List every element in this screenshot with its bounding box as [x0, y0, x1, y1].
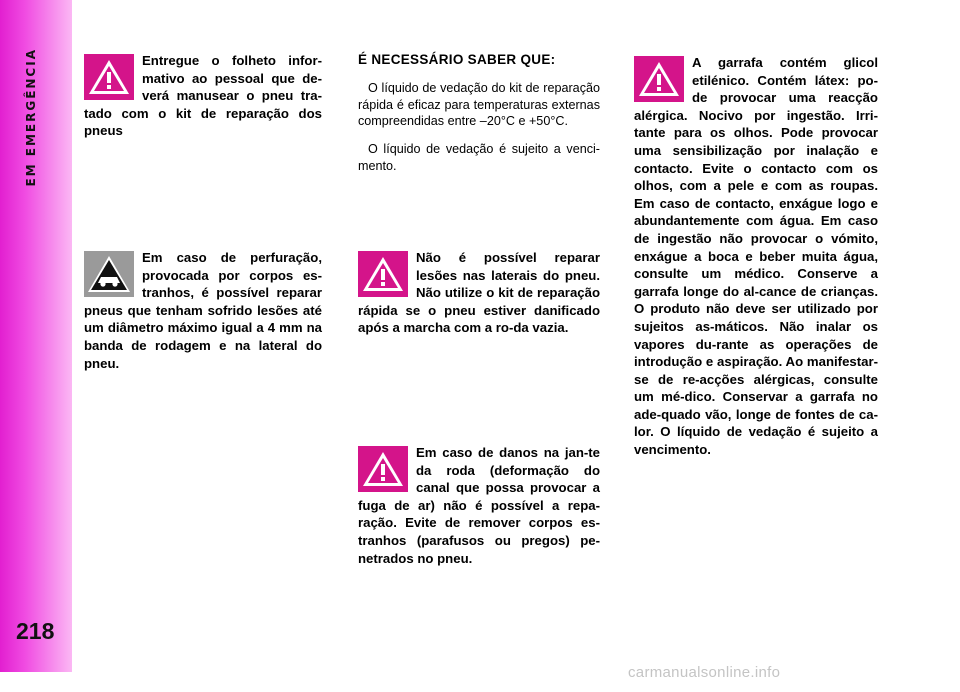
page-number: 218 [16, 618, 55, 644]
info-note-puncture [84, 249, 322, 372]
car-hazard-icon [84, 251, 134, 297]
info-note-puncture-text: Em caso de perfuração, provocada por corpos es-tranhos, é possível reparar pneus que tenham sofrido lesões até um diâmetro máximo igual a 4 mm na banda de rodagem e na lateral do pneu. [84, 250, 322, 371]
warning-note-sidewall-text: Não é possível reparar lesões nas laterais do pneu. Não utilize o kit de reparação rápida se o pneu estiver danificado após a marcha com a ro-da vazia. [358, 250, 600, 336]
warning-triangle-icon [358, 251, 408, 297]
warning-note-sealant-safety-text: A garrafa contém glicol etilénico. Contém látex: po-de provocar uma reacção alérgica. Nocivo por ingestão. Irri-tante para os olhos. Pode provocar uma sensibilização por inalação e contacto. Evite o contacto com os olhos, com a pele e com as roupas. Em caso de contacto, enxágue logo e abundantemente com água. Em caso de ingestão não provocar o vómito, enxágue a boca e beber muita água, consulte um médico. Conserve a garrafa longe do al-cance de crianças. O produto não deve ser utilizado por sujeitos as-máticos. Não inalar os vapores du-rante as operações de introdução e aspiração. Ao manifestar-se de re-acções alérgicas, consulte um mé-dico. Conservar a garrafa no ade-quado vão, longe de fontes de ca-lor. O líquido de vedação é sujeito a vencimento. [634, 55, 878, 458]
section-title: EM EMERGÊNCIA [24, 48, 38, 187]
section-sidebar [0, 0, 72, 672]
warning-note-leaflet-text: Entregue o folheto infor-mativo ao pessoal que de-verá manusear o pneu tra-tado com o kit de reparação dos pneus [84, 53, 322, 139]
body-paragraph-expiry: O líquido de vedação é sujeito a venci-mento. [358, 142, 600, 173]
body-paragraph-temperature: O líquido de vedação do kit de reparação rápida é eficaz para temperaturas externas compreendidas entre –20°C e +50°C. [358, 81, 600, 128]
watermark: carmanualsonline.info [628, 664, 781, 681]
warning-note-sealant-safety [634, 54, 878, 459]
warning-note-sidewall [358, 249, 600, 337]
warning-note-rim-damage [358, 444, 600, 567]
warning-triangle-icon [84, 54, 134, 100]
warning-triangle-icon [634, 56, 684, 102]
section-heading: É NECESSÁRIO SABER QUE: [358, 52, 556, 67]
warning-note-rim-damage-text: Em caso de danos na jan-te da roda (deformação do canal que possa provocar a fuga de ar) não é possível a repa-ração. Evite de remover corpos es-tranhos (parafusos ou pregos) pe-netrados no pneu. [358, 445, 600, 566]
warning-note-leaflet [84, 52, 322, 140]
warning-triangle-icon [358, 446, 408, 492]
